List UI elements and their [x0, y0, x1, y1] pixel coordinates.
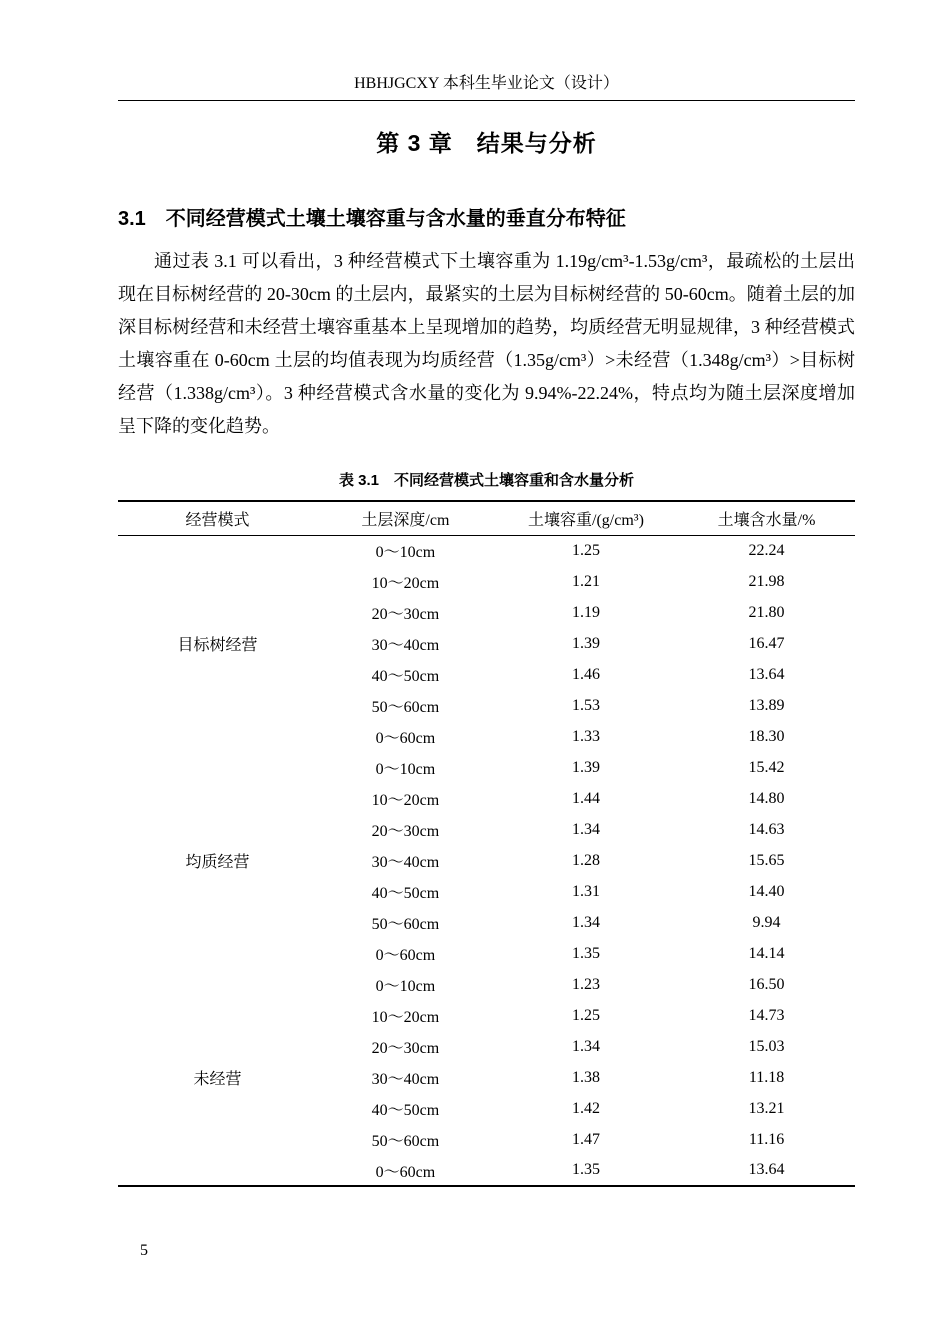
mode-cell: 均质经营	[185, 854, 250, 871]
density-cell: 1.35	[571, 944, 600, 962]
moisture-cell: 15.42	[748, 758, 785, 776]
table-row	[118, 535, 855, 566]
density-cell: 1.38	[571, 1068, 600, 1086]
header-moisture: 土壤含水量/%	[717, 511, 816, 529]
soil-data-table	[118, 500, 855, 1187]
mode-cell: 目标树经营	[177, 637, 258, 655]
depth-cell: 30～40cm	[371, 1071, 440, 1088]
header-mode: 经营模式	[185, 511, 250, 529]
depth-cell: 50～60cm	[371, 1133, 440, 1150]
moisture-cell: 16.50	[748, 975, 785, 993]
table-header	[118, 501, 855, 535]
density-cell: 1.47	[571, 1130, 600, 1148]
moisture-cell: 15.65	[748, 851, 785, 869]
moisture-cell: 22.24	[748, 541, 785, 559]
depth-cell: 20～30cm	[371, 1040, 440, 1057]
table-row	[118, 752, 855, 783]
density-cell: 1.23	[571, 975, 600, 993]
depth-cell: 20～30cm	[371, 606, 440, 623]
density-cell: 1.25	[571, 1006, 600, 1024]
moisture-cell: 14.73	[748, 1006, 785, 1024]
density-cell: 1.21	[571, 572, 600, 590]
density-cell: 1.44	[571, 789, 600, 807]
depth-cell: 0～60cm	[375, 947, 436, 964]
depth-cell: 30～40cm	[371, 854, 440, 871]
density-cell: 1.31	[571, 882, 600, 900]
table-caption: 表 3.1 不同经营模式土壤容重和含水量分析	[338, 472, 635, 489]
density-cell: 1.34	[571, 820, 600, 838]
density-cell: 1.39	[571, 634, 600, 652]
density-cell: 1.53	[571, 696, 600, 714]
moisture-cell: 11.18	[748, 1068, 785, 1086]
depth-cell: 0～10cm	[375, 544, 436, 562]
running-header: HBHJGCXY 本科生毕业论文（设计）	[118, 70, 855, 101]
chapter-title: 第 3 章 结果与分析	[376, 130, 597, 156]
moisture-cell: 16.47	[748, 634, 785, 652]
section-heading: 3.1 不同经营模式土壤土壤容重与含水量的垂直分布特征	[118, 208, 626, 230]
depth-cell: 10～20cm	[371, 792, 440, 809]
depth-cell: 40～50cm	[371, 1102, 440, 1119]
moisture-cell: 21.98	[748, 572, 785, 590]
table-row	[118, 969, 855, 1000]
moisture-cell: 14.14	[748, 944, 785, 962]
density-cell: 1.46	[571, 665, 600, 683]
moisture-cell: 11.16	[748, 1130, 785, 1148]
moisture-cell: 14.80	[748, 789, 785, 807]
depth-cell: 40～50cm	[371, 885, 440, 902]
moisture-cell: 13.64	[748, 1161, 785, 1178]
moisture-cell: 18.30	[748, 727, 785, 745]
density-cell: 1.34	[571, 1037, 600, 1055]
depth-cell: 0～60cm	[375, 730, 436, 747]
density-cell: 1.28	[571, 851, 600, 869]
density-cell: 1.34	[571, 913, 600, 931]
moisture-cell: 9.94	[752, 913, 781, 931]
depth-cell: 50～60cm	[371, 916, 440, 933]
depth-cell: 0～10cm	[375, 978, 436, 995]
density-cell: 1.35	[571, 1161, 600, 1178]
density-cell: 1.19	[571, 603, 600, 621]
moisture-cell: 14.40	[748, 882, 785, 900]
depth-cell: 10～20cm	[371, 1009, 440, 1026]
moisture-cell: 13.64	[748, 665, 785, 683]
density-cell: 1.25	[571, 541, 600, 559]
depth-cell: 0～60cm	[375, 1163, 436, 1181]
depth-cell: 50～60cm	[371, 699, 440, 716]
depth-cell: 10～20cm	[371, 575, 440, 592]
moisture-cell: 13.21	[748, 1099, 785, 1117]
density-cell: 1.33	[571, 727, 600, 745]
depth-cell: 20～30cm	[371, 823, 440, 840]
table-header-row	[118, 501, 855, 535]
content-area	[0, 70, 950, 1187]
moisture-cell: 21.80	[748, 603, 785, 621]
moisture-cell: 14.63	[748, 820, 785, 838]
page-number: 5	[140, 1242, 148, 1259]
header-depth: 土层深度/cm	[361, 511, 450, 529]
body-paragraph: 通过表 3.1 可以看出，3 种经营模式下土壤容重为 1.19g/cm³-1.53g/cm³，最疏松的土层出现在目标树经营的 20-30cm 的土层内，最紧实的土层为目标树经营的 50-60cm。随着土层的加深目标树经营和未经营土壤容重基本上呈现增加的趋势，均质经营无明显规律，3 种经营模式土壤容重在 0-60cm 土层的均值表现为均质经营（1.35g/cm³）>未经营（1.348g/cm³）>目标树经营（1.338g/cm³）。3 种经营模式含水量的变化为 9.94%-22.24%，特点均为随土层深度增加呈下降的变化趋势。	[118, 251, 855, 436]
depth-cell: 40～50cm	[371, 668, 440, 685]
moisture-cell: 15.03	[748, 1037, 785, 1055]
depth-cell: 0～10cm	[375, 761, 436, 778]
mode-cell: 未经营	[193, 1070, 242, 1088]
header-density: 土壤容重/(g/cm³)	[528, 511, 644, 529]
moisture-cell: 13.89	[748, 696, 785, 714]
table-body	[118, 535, 855, 1186]
density-cell: 1.39	[571, 758, 600, 776]
depth-cell: 30～40cm	[371, 637, 440, 654]
density-cell: 1.42	[571, 1099, 600, 1117]
